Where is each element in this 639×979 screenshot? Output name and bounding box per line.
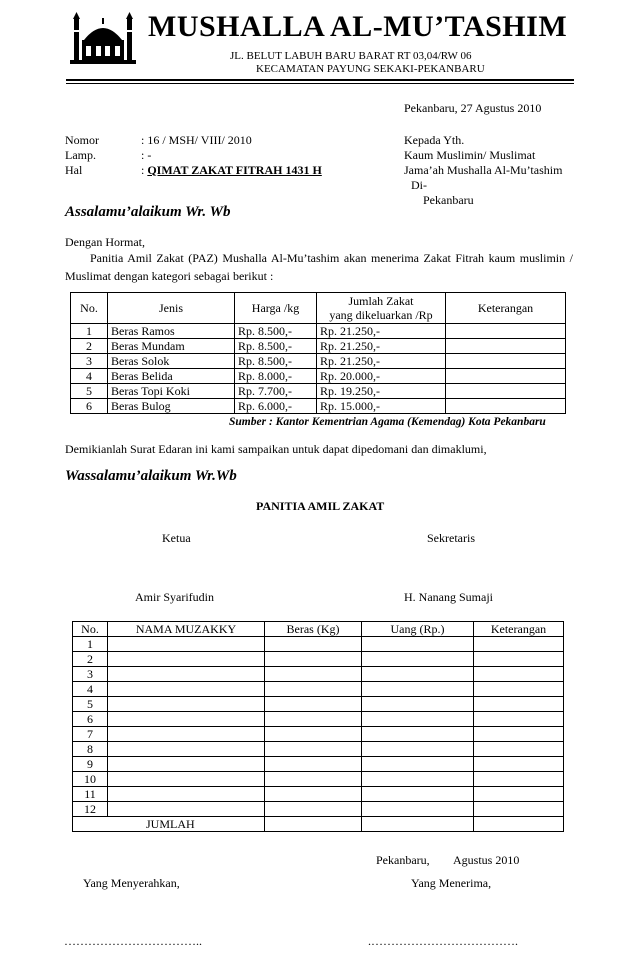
th-no: No. [71, 293, 108, 324]
muzakky-cell [474, 667, 564, 682]
price-cell-keterangan [446, 354, 566, 369]
muzakky-row [73, 727, 564, 742]
muzakky-cell [474, 772, 564, 787]
header-rule-thin [66, 83, 574, 84]
muzakky-cell [265, 742, 362, 757]
nomor-label: Nomor [65, 133, 99, 147]
closing-text: Demikianlah Surat Edaran ini kami sampaikan untuk dapat dipedomani dan dimaklumi, [65, 442, 487, 456]
muzakky-cell [362, 682, 474, 697]
muzakky-cell [362, 712, 474, 727]
price-cell-no: 6 [71, 399, 108, 414]
muzakky-cell [108, 772, 265, 787]
muzakky-row [73, 667, 564, 682]
price-cell-harga: Rp. 8.500,- [235, 339, 317, 354]
address-line-2: KECAMATAN PAYUNG SEKAKI-PEKANBARU [256, 63, 485, 75]
greeting: Assalamu’alaikum Wr. Wb [65, 204, 231, 220]
muzakky-row [73, 787, 564, 802]
closing-greeting: Wassalamu’alaikum Wr.Wb [65, 468, 237, 484]
muzakky-cell [265, 682, 362, 697]
muzakky-cell [362, 787, 474, 802]
price-cell-no: 2 [71, 339, 108, 354]
price-cell-jenis: Beras Bulog [108, 399, 235, 414]
total-keterangan [474, 817, 564, 832]
muzakky-cell [362, 667, 474, 682]
th-jenis: Jenis [108, 293, 235, 324]
th-jumlah [317, 293, 446, 324]
muzakky-cell [265, 637, 362, 652]
price-cell-jumlah: Rp. 15.000,- [317, 399, 446, 414]
secretary-name: H. Nanang Sumaji [404, 590, 493, 604]
total-uang [362, 817, 474, 832]
hal-value: QIMAT ZAKAT FITRAH 1431 H [147, 163, 322, 177]
recipient-line-5: Pekanbaru [423, 193, 474, 207]
lamp-label: Lamp. [65, 148, 96, 162]
muzakky-cell [265, 712, 362, 727]
salutation: Dengan Hormat, [65, 235, 145, 249]
price-row [71, 354, 566, 369]
muzakky-cell [474, 742, 564, 757]
muzakky-row-number: 5 [73, 697, 108, 712]
price-cell-no: 5 [71, 384, 108, 399]
price-cell-keterangan [446, 369, 566, 384]
source-note: Sumber : Kantor Kementrian Agama (Kemendag) Kota Pekanbaru [229, 416, 546, 428]
muzakky-row-number: 4 [73, 682, 108, 697]
muzakky-cell [362, 637, 474, 652]
th2-keterangan: Keterangan [474, 622, 564, 637]
hal-value-wrap [141, 163, 322, 178]
price-cell-keterangan [446, 339, 566, 354]
price-cell-harga: Rp. 6.000,- [235, 399, 317, 414]
price-cell-jenis: Beras Belida [108, 369, 235, 384]
muzakky-table [72, 621, 564, 832]
chair-name: Amir Syarifudin [135, 590, 214, 604]
muzakky-row-number: 11 [73, 787, 108, 802]
muzakky-cell [265, 802, 362, 817]
muzakky-row [73, 757, 564, 772]
price-cell-harga: Rp. 8.500,- [235, 354, 317, 369]
price-cell-jumlah: Rp. 20.000,- [317, 369, 446, 384]
price-row [71, 369, 566, 384]
muzakky-cell [108, 667, 265, 682]
address-line-1: JL. BELUT LABUH BARU BARAT RT 03,04/RW 06 [230, 50, 472, 62]
secretary-title: Sekretaris [427, 531, 475, 545]
lamp-value: : - [141, 148, 152, 162]
price-cell-harga: Rp. 7.700,- [235, 384, 317, 399]
muzakky-cell [474, 637, 564, 652]
muzakky-row [73, 742, 564, 757]
recipient-line-4: Di- [411, 178, 427, 192]
org-name: MUSHALLA AL-MU’TASHIM [148, 10, 568, 43]
price-cell-keterangan [446, 384, 566, 399]
th2-no: No. [73, 622, 108, 637]
price-cell-jumlah: Rp. 19.250,- [317, 384, 446, 399]
muzakky-cell [108, 697, 265, 712]
price-cell-jenis: Beras Ramos [108, 324, 235, 339]
total-label: JUMLAH [73, 817, 265, 832]
hal-label: Hal [65, 163, 83, 177]
price-row [71, 339, 566, 354]
th2-beras: Beras (Kg) [265, 622, 362, 637]
recipient-line-2: Kaum Muslimin/ Muslimat [404, 148, 536, 162]
muzakky-row [73, 637, 564, 652]
muzakky-cell [474, 787, 564, 802]
muzakky-cell [108, 742, 265, 757]
muzakky-row [73, 712, 564, 727]
muzakky-row-number: 9 [73, 757, 108, 772]
price-cell-harga: Rp. 8.000,- [235, 369, 317, 384]
price-cell-keterangan [446, 399, 566, 414]
muzakky-row-number: 2 [73, 652, 108, 667]
muzakky-cell [362, 742, 474, 757]
muzakky-cell [108, 652, 265, 667]
muzakky-cell [362, 727, 474, 742]
muzakky-row [73, 682, 564, 697]
price-cell-jenis: Beras Solok [108, 354, 235, 369]
muzakky-row-number: 12 [73, 802, 108, 817]
muzakky-row [73, 772, 564, 787]
muzakky-row [73, 652, 564, 667]
muzakky-cell [474, 802, 564, 817]
muzakky-cell [362, 757, 474, 772]
recipient-line-3: Jama’ah Mushalla Al-Mu’tashim [404, 163, 563, 177]
muzakky-cell [108, 727, 265, 742]
muzakky-row-number: 8 [73, 742, 108, 757]
muzakky-cell [474, 712, 564, 727]
muzakky-cell [265, 697, 362, 712]
muzakky-cell [474, 697, 564, 712]
muzakky-cell [108, 757, 265, 772]
muzakky-cell [362, 697, 474, 712]
muzakky-cell [108, 712, 265, 727]
th-keterangan: Keterangan [446, 293, 566, 324]
price-cell-jumlah: Rp. 21.250,- [317, 354, 446, 369]
muzakky-cell [362, 652, 474, 667]
muzakky-row [73, 802, 564, 817]
th-jumlah-line2: yang dikeluarkan /Rp [329, 308, 433, 322]
hal-colon: : [141, 163, 148, 177]
muzakky-cell [474, 682, 564, 697]
muzakky-cell [108, 802, 265, 817]
letter-body: Panitia Amil Zakat (PAZ) Mushalla Al-Mu’tashim akan menerima Zakat Fitrah kaum muslimin / Muslimat dengan kategori sebagai berikut : [65, 251, 573, 283]
muzakky-cell [474, 727, 564, 742]
price-cell-no: 1 [71, 324, 108, 339]
muzakky-cell [362, 802, 474, 817]
muzakky-cell [265, 772, 362, 787]
muzakky-row-number: 1 [73, 637, 108, 652]
muzakky-cell [265, 727, 362, 742]
nomor-value: : 16 / MSH/ VIII/ 2010 [141, 133, 252, 147]
price-cell-jumlah: Rp. 21.250,- [317, 324, 446, 339]
muzakky-cell [265, 787, 362, 802]
muzakky-row-number: 10 [73, 772, 108, 787]
footer-date: Pekanbaru, Agustus 2010 [376, 853, 520, 867]
price-cell-jumlah: Rp. 21.250,- [317, 339, 446, 354]
muzakky-cell [474, 652, 564, 667]
th2-nama: NAMA MUZAKKY [108, 622, 265, 637]
receiver-signature-line: .………………………………. [368, 934, 518, 948]
committee-title: PANITIA AMIL ZAKAT [256, 499, 385, 513]
mosque-logo-icon [70, 12, 136, 64]
price-row [71, 399, 566, 414]
receiver-label: Yang Menerima, [411, 876, 492, 890]
letter-date: Pekanbaru, 27 Agustus 2010 [404, 101, 542, 115]
th2-uang: Uang (Rp.) [362, 622, 474, 637]
price-cell-keterangan [446, 324, 566, 339]
muzakky-cell [265, 757, 362, 772]
price-row [71, 384, 566, 399]
price-cell-jenis: Beras Topi Koki [108, 384, 235, 399]
price-cell-jenis: Beras Mundam [108, 339, 235, 354]
muzakky-cell [362, 772, 474, 787]
price-row [71, 324, 566, 339]
muzakky-row [73, 697, 564, 712]
giver-label: Yang Menyerahkan, [83, 876, 180, 890]
muzakky-cell [265, 652, 362, 667]
header-rule-thick [66, 79, 574, 81]
total-beras [265, 817, 362, 832]
price-cell-harga: Rp. 8.500,- [235, 324, 317, 339]
price-cell-no: 3 [71, 354, 108, 369]
muzakky-cell [108, 787, 265, 802]
th-jumlah-line1: Jumlah Zakat [348, 294, 414, 308]
chair-title: Ketua [162, 531, 191, 545]
muzakky-cell [474, 757, 564, 772]
zakat-price-table [70, 292, 566, 414]
muzakky-cell [265, 667, 362, 682]
muzakky-row-number: 6 [73, 712, 108, 727]
muzakky-cell [108, 682, 265, 697]
th-harga: Harga /kg [235, 293, 317, 324]
muzakky-cell [108, 637, 265, 652]
recipient-line-1: Kepada Yth. [404, 133, 465, 147]
muzakky-row-number: 7 [73, 727, 108, 742]
price-cell-no: 4 [71, 369, 108, 384]
giver-signature-line: …………………………….. [64, 934, 202, 948]
muzakky-row-number: 3 [73, 667, 108, 682]
